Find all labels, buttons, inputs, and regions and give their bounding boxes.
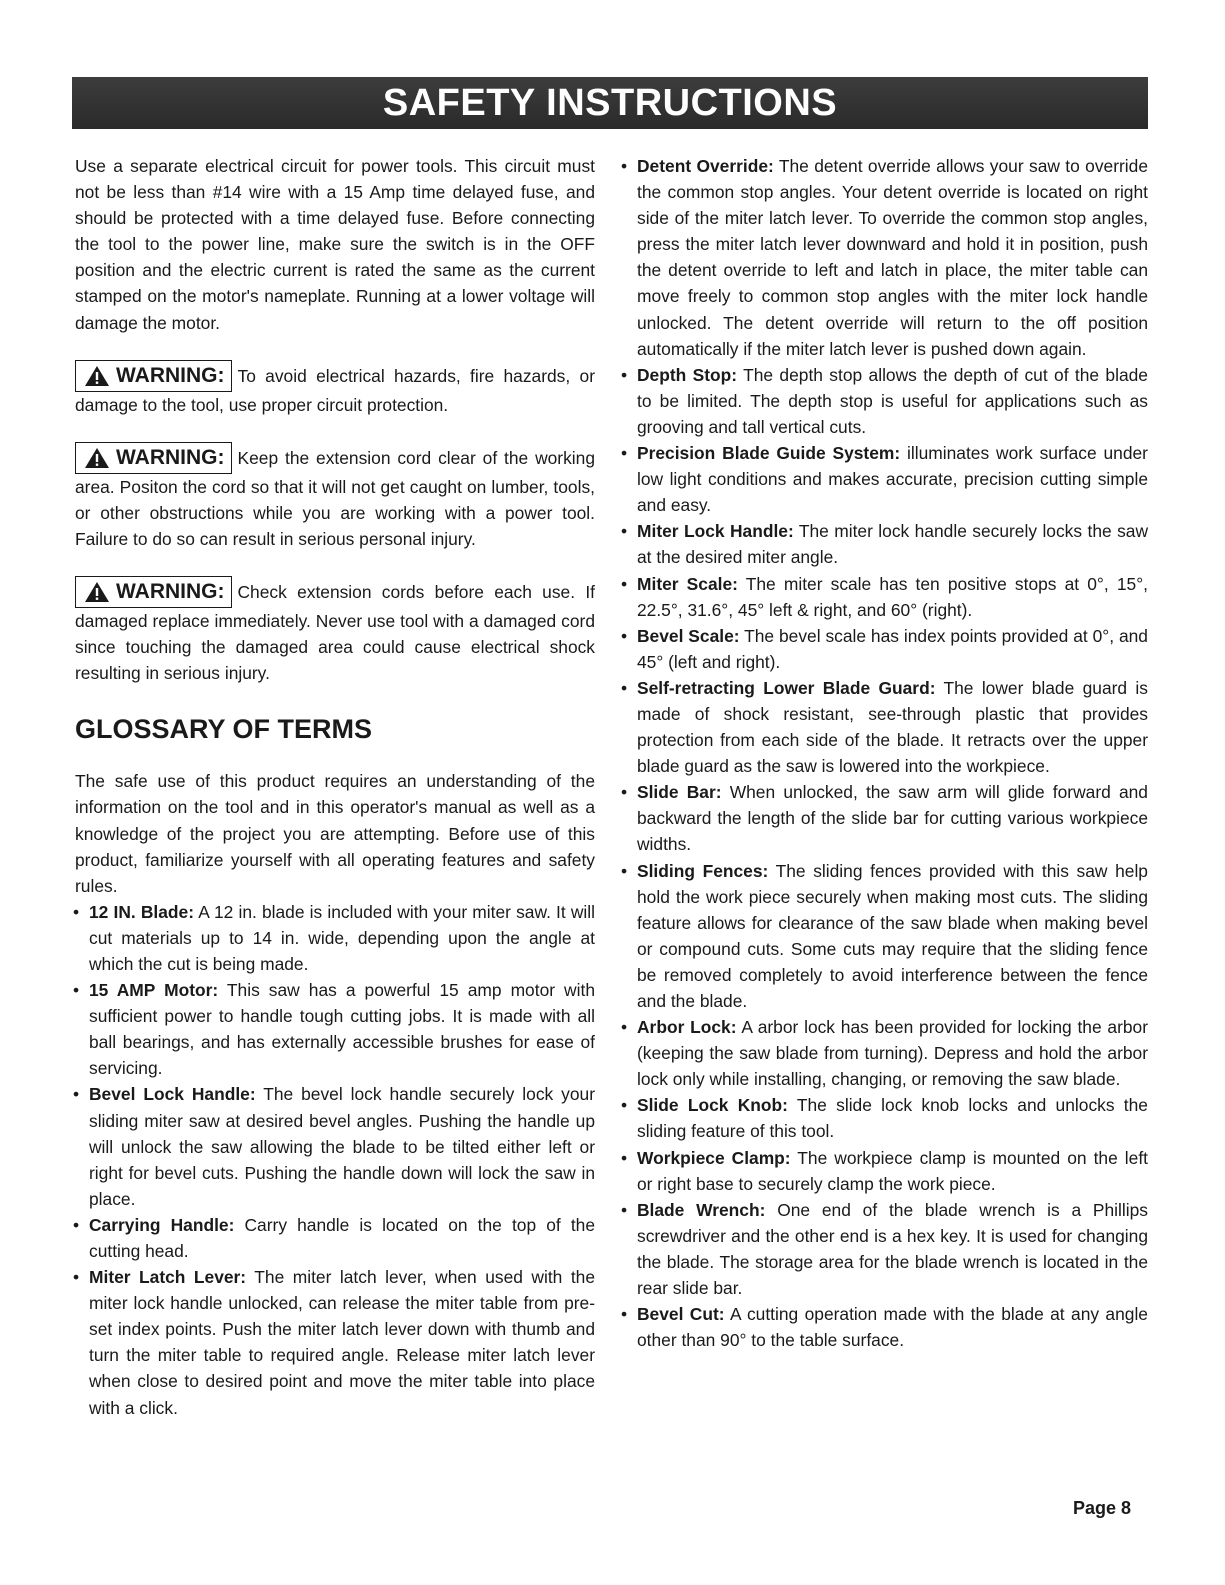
term-text: The slide lock knob locks and unlocks the sliding feature of this tool. bbox=[637, 1095, 1148, 1142]
warning-triangle-icon bbox=[84, 365, 110, 387]
term-name: Workpiece Clamp: bbox=[637, 1147, 791, 1168]
warning-label: WARNING: bbox=[116, 363, 225, 387]
warning-label-box bbox=[75, 576, 232, 608]
term-name: Bevel Cut: bbox=[637, 1304, 725, 1325]
glossary-item bbox=[623, 675, 1148, 779]
term-name: Carrying Handle: bbox=[89, 1214, 235, 1235]
term-name: 12 IN. Blade: bbox=[89, 901, 194, 922]
glossary-item bbox=[623, 1145, 1148, 1197]
warning-label-box bbox=[75, 360, 232, 392]
term-text: When unlocked, the saw arm will glide forward and backward the length of the slide bar for cutting various workpiece widths. bbox=[637, 782, 1148, 855]
warning-text: Check extension cords before each use. If damaged replace immediately. Never use tool with a damaged cord since touching the damaged area could cause electrical shock resulting in serious injury. bbox=[75, 582, 595, 684]
term-name: Bevel Lock Handle: bbox=[89, 1084, 256, 1105]
term-name: Slide Bar: bbox=[637, 782, 722, 803]
term-text: A cutting operation made with the blade at any angle other than 90° to the table surface. bbox=[637, 1304, 1148, 1351]
right-column bbox=[623, 153, 1148, 1353]
glossary-item bbox=[623, 440, 1148, 518]
term-name: Self-retracting Lower Blade Guard: bbox=[637, 677, 936, 698]
glossary-item bbox=[75, 977, 595, 1081]
term-text: The miter latch lever, when used with the miter lock handle unlocked, can release the miter table from pre-set index points. Push the miter latch lever down with thumb and turn the miter table to required angle. Release miter latch lever when close to desired point and move the miter table into place with a click. bbox=[89, 1267, 595, 1418]
warning-label: WARNING: bbox=[116, 580, 225, 604]
warning-text: To avoid electrical hazards, fire hazards, or damage to the tool, use proper circuit protection. bbox=[75, 365, 595, 415]
term-text: The workpiece clamp is mounted on the left or right base to securely clamp the work piece. bbox=[637, 1147, 1148, 1194]
term-name: 15 AMP Motor: bbox=[89, 980, 219, 1001]
term-name: Blade Wrench: bbox=[637, 1199, 766, 1220]
warning-text: Keep the extension cord clear of the working area. Positon the cord so that it will not get caught on lumber, tools, or other obstructions while you are working with a power tool. Failure to do so can result in serious personal injury. bbox=[75, 447, 595, 549]
term-text: The lower blade guard is made of shock resistant, see-through plastic that provides protection from each side of the blade. It retracts over the upper blade guard as the saw is lowered into the workpiece. bbox=[637, 677, 1148, 777]
term-text: The depth stop allows the depth of cut of the blade to be limited. The depth stop is useful for applications such as grooving and tall vertical cuts. bbox=[637, 364, 1148, 437]
glossary-item bbox=[623, 1014, 1148, 1092]
glossary-item bbox=[623, 623, 1148, 675]
glossary-list-left bbox=[75, 899, 595, 1421]
glossary-item bbox=[623, 779, 1148, 857]
glossary-list-right bbox=[623, 153, 1148, 1353]
warning-label-box bbox=[75, 442, 232, 474]
term-name: Sliding Fences: bbox=[637, 860, 769, 881]
warning-block-1 bbox=[75, 360, 595, 418]
warning-block-2 bbox=[75, 442, 595, 552]
term-text: The miter lock handle securely locks the saw at the desired miter angle. bbox=[637, 521, 1149, 568]
term-name: Arbor Lock: bbox=[637, 1017, 737, 1038]
term-text: The bevel lock handle securely lock your sliding miter saw at desired bevel angles. Pushing the handle up will unlock the saw allowing the blade to be tilted either left or right for bevel cuts. Pushing the handle down will lock the saw in place. bbox=[89, 1084, 595, 1209]
term-text: The miter scale has ten positive stops at 0°, 15°, 22.5°, 31.6°, 45° left & right, and 60° (right). bbox=[637, 573, 1148, 620]
warning-block-3 bbox=[75, 576, 595, 686]
term-text: Carry handle is located on the top of the cutting head. bbox=[89, 1214, 595, 1261]
warning-triangle-icon bbox=[84, 447, 110, 469]
glossary-item bbox=[623, 362, 1148, 440]
term-text: A 12 in. blade is included with your miter saw. It will cut materials up to 14 in. wide, depending upon the angle at which the cut is being made. bbox=[89, 901, 595, 974]
page-title: SAFETY INSTRUCTIONS bbox=[382, 81, 838, 124]
term-text: A arbor lock has been provided for locking the arbor (keeping the saw blade from turning). Depress and hold the arbor lock only while installing, changing, or removing the saw blade. bbox=[637, 1017, 1148, 1090]
term-name: Slide Lock Knob: bbox=[637, 1095, 788, 1116]
glossary-item bbox=[75, 1081, 595, 1211]
term-name: Bevel Scale: bbox=[637, 625, 740, 646]
term-text: The sliding fences provided with this saw help hold the work piece securely when making most cuts. The sliding feature allows for clearance of the saw blade when making bevel or compound cuts. Some cuts may require that the sliding fence be removed completely to avoid interference between the fence and the blade. bbox=[637, 860, 1148, 1011]
left-column bbox=[75, 153, 595, 1421]
glossary-item bbox=[623, 1301, 1148, 1353]
page-number: Page 8 bbox=[1072, 1498, 1131, 1518]
glossary-item bbox=[623, 1197, 1148, 1301]
term-name: Detent Override: bbox=[637, 156, 774, 176]
glossary-item bbox=[75, 899, 595, 977]
term-name: Depth Stop: bbox=[637, 364, 738, 385]
term-name: Precision Blade Guide System: bbox=[637, 443, 901, 464]
glossary-item bbox=[623, 858, 1148, 1015]
glossary-item bbox=[75, 1212, 595, 1264]
term-name: Miter Latch Lever: bbox=[89, 1267, 247, 1288]
warning-label: WARNING: bbox=[116, 445, 225, 469]
warning-triangle-icon bbox=[84, 581, 110, 603]
term-text: The detent override allows your saw to override the common stop angles. Your detent override is located on right side of the miter latch lever. To override the common stop angles, press the miter latch lever downward and hold it in position, push the detent override to left and latch in place, the miter table can move freely to common stop angles with the miter lock handle unlocked. The detent override will return to the off position automatically if the miter latch lever is pushed down again. bbox=[637, 156, 1148, 359]
glossary-item bbox=[623, 153, 1148, 362]
term-text: The bevel scale has index points provided at 0°, and 45° (left and right). bbox=[637, 625, 1148, 672]
term-text: One end of the blade wrench is a Phillips screwdriver and the other end is a hex key. It is used for changing the blade. The storage area for the blade wrench is located in the rear slide bar. bbox=[637, 1199, 1149, 1299]
glossary-item bbox=[75, 1264, 595, 1421]
glossary-item bbox=[623, 518, 1148, 570]
term-name: Miter Lock Handle: bbox=[637, 521, 794, 542]
term-text: This saw has a powerful 15 amp motor with sufficient power to handle tough cutting jobs. It is made with all ball bearings, and has externally accessible brushes for ease of servicing. bbox=[89, 980, 595, 1079]
intro-paragraph: Use a separate electrical circuit for power tools. This circuit must not be less than #14 wire with a 15 Amp time delayed fuse, and should be protected with a time delayed fuse. Before connecting the tool to the power line, make sure the switch is in the OFF position and the electric current is rated the same as the current stamped on the motor's nameplate. Running at a lower voltage will damage the motor. bbox=[75, 156, 595, 333]
glossary-item bbox=[623, 571, 1148, 623]
term-text: illuminates work surface under low light conditions and makes accurate, precision cutting simple and easy. bbox=[637, 443, 1148, 516]
glossary-heading: GLOSSARY OF TERMS bbox=[75, 714, 373, 745]
glossary-item bbox=[623, 1092, 1148, 1144]
term-name: Miter Scale: bbox=[637, 573, 738, 594]
glossary-intro: The safe use of this product requires an understanding of the information on the tool and in this operator's manual as well as a knowledge of the project you are attempting. Before use of this product, familiarize yourself with all operating features and safety rules. bbox=[75, 771, 595, 896]
header-banner bbox=[72, 77, 1148, 129]
